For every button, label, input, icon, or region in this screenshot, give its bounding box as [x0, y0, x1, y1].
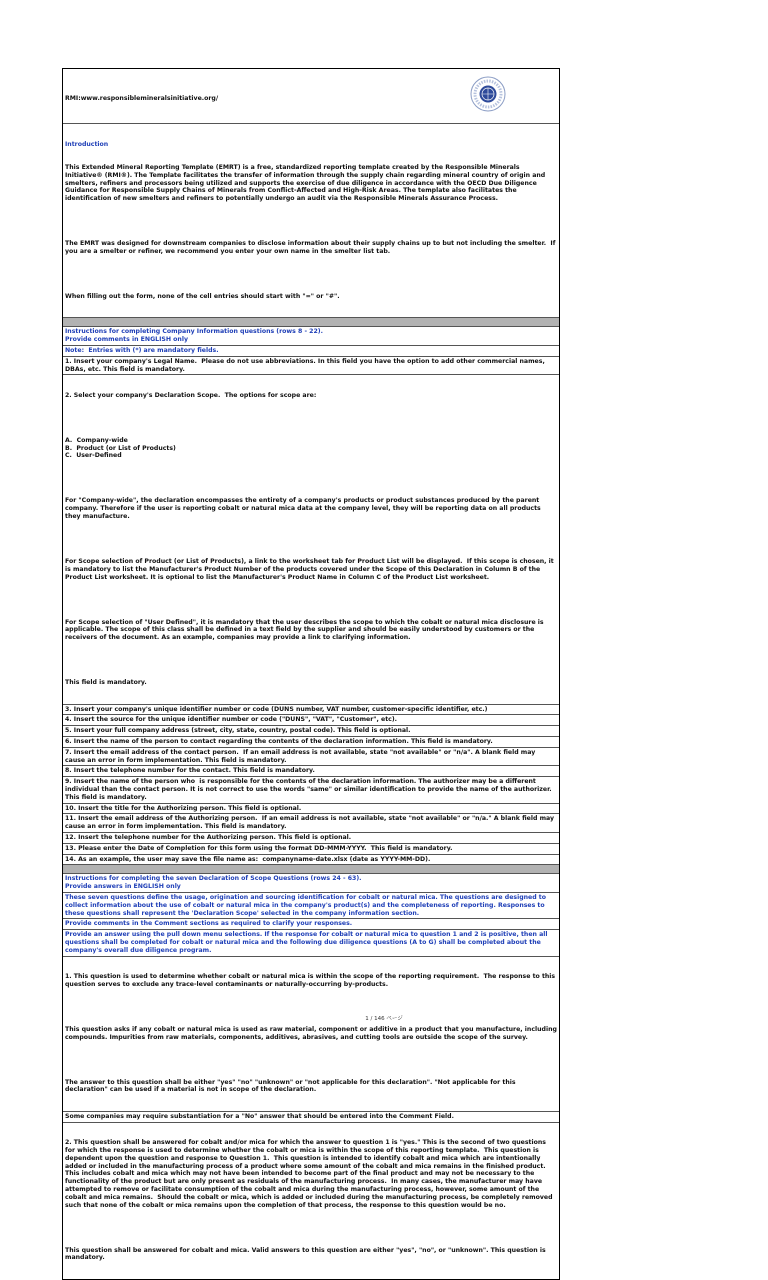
intro-title: Introduction	[65, 140, 109, 148]
scope-q2-a: 2. This question shall be answered for cobalt and/or mica for which the answer to question 1 is "yes." This is the second of two questions for which the response is used to determine whether the cobalt or mica is within the scope of this reporting template. This question is dependent upon the question and response to Question 1. This question is intended to identify cobalt and mica which are intentionally added or included in the manufacturing process of a product where some amount of the cobalt and mica remains in the finished product. This includes cobalt and mica which may not have been intended to become part of the final product and may not be necessary to the functionality of the product but are only present as residuals of the manufacturing process. In many cases, the manufacturer may have attempted to remove or facilitate consumption of the cobalt and mica during the manufacturing process, however, some amount of the cobalt and mica remains. Should the cobalt or mica, which is added or included during the manufacturing process, be completely removed such that none of the cobalt or mica remains upon the completion of that process, the response to this question would be no.	[65, 1139, 555, 1209]
company-q9: 9. Insert the name of the person who is responsible for the contents of the declaration information. The authorizer may be a different individual than the contact person. It is not correct to use the words "same" or similar identification to provide the name of the authorizer. This field is mandatory.	[63, 777, 559, 803]
company-q4: 4. Insert the source for the unique identifier number or code ("DUNS", "VAT", "Customer", etc).	[63, 715, 559, 726]
gray-divider	[63, 318, 559, 327]
company-q2-user: For Scope selection of "User Defined", it is mandatory that the user describes the scope to which the cobalt or natural mica disclosure is applicable. The scope of this class shall be defined in a text field by the supplier and should be easily understood by customers or the receivers of the document. As an example, companies may provide a link to clarifying information.	[65, 618, 546, 642]
intro-paragraph-3: When filling out the form, none of the cell entries should start with "=" or "#".	[65, 292, 340, 300]
company-q2-mandatory: This field is mandatory.	[65, 679, 147, 687]
gray-divider	[63, 865, 559, 874]
company-q11: 11. Insert the email address of the Authorizing person. If an email address is not available, state "not available" or "n/a." A blank field may cause an error in form implementation. This field is mandatory.	[63, 814, 559, 833]
company-q3: 3. Insert your company's unique identifier number or code (DUNS number, VAT number, customer-specific identifier, etc.)	[63, 705, 559, 716]
rmi-logo-icon	[470, 76, 506, 112]
scope-q2-b: This question shall be answered for cobalt and mica. Valid answers to this question are either "yes", "no", or "unknown". This question is mandatory.	[65, 1246, 548, 1262]
company-q2-intro: 2. Select your company's Declaration Scope. The options for scope are:	[65, 391, 317, 399]
rmi-url[interactable]: RMI:www.responsiblemineralsinitiative.org/	[65, 95, 219, 102]
page-footer: 1 / 146 ページ	[365, 1016, 403, 1022]
intro-section	[63, 124, 559, 318]
company-q8: 8. Insert the telephone number for the contact. This field is mandatory.	[63, 766, 559, 777]
company-q2	[63, 375, 559, 704]
company-q5: 5. Insert your full company address (street, city, state, country, postal code). This field is optional.	[63, 726, 559, 737]
company-q13: 13. Please enter the Date of Completion for this form using the format DD-MMM-YYYY. This field is mandatory.	[63, 844, 559, 855]
scope-comments-note: Provide comments in the Comment sections as required to clarify your responses.	[63, 919, 559, 930]
company-q1: 1. Insert your company's Legal Name. Please do not use abbreviations. In this field you have the option to add other commercial names, DBAs, etc. This field is mandatory.	[63, 357, 559, 376]
company-q2-options: A. Company-wide B. Product (or List of Products) C. User-Defined	[65, 436, 176, 460]
scope-q1	[63, 957, 559, 1112]
company-q10: 10. Insert the title for the Authorizing person. This field is optional.	[63, 804, 559, 815]
scope-q2	[63, 1123, 559, 1279]
header-row	[63, 69, 559, 124]
scope-q1-c: The answer to this question shall be either "yes" "no" "unknown" or "not applicable for this declaration". "Not applicable for this declaration" can be used if a material is not in scope of the declaration.	[65, 1078, 518, 1094]
scope-pulldown-note: Provide an answer using the pull down menu selections. If the response for cobalt or natural mica to question 1 and 2 is positive, then all questions shall be completed for cobalt or natural mica and the following due diligence questions (A to G) shall be completed about the company's overall due diligence program.	[63, 930, 559, 956]
scope-q1-b: This question asks if any cobalt or natural mica is used as raw material, component or additive in a product that you manufacture, including compounds. Impurities from raw materials, components, additives, abrasives, and cutting tools are outside the scope of the survey.	[65, 1025, 559, 1041]
intro-paragraph-1: This Extended Mineral Reporting Template (EMRT) is a free, standardized reporting template created by the Responsible Minerals Initiative® (RMI®). The Template facilitates the transfer of information through the supply chain regarding mineral country of origin and smelters, refiners and processors being utilized and supports the exercise of due diligence in accordance with the OECD Due Diligence Guidance for Responsible Supply Chains of Minerals from Conflict-Affected and High-Risk Areas. The template also facilitates the identification of new smelters and refiners to potentially undergo an audit via the Responsible Minerals Assurance Process.	[65, 163, 548, 203]
spreadsheet-page	[62, 68, 560, 1280]
company-q6: 6. Insert the name of the person to contact regarding the contents of the declaration information. This field is mandatory.	[63, 737, 559, 748]
intro-paragraph-2: The EMRT was designed for downstream companies to disclose information about their supply chains up to but not including the smelter. If you are a smelter or refiner, we recommend you enter your own name in the smelter list tab.	[65, 240, 558, 255]
scope-instructions-title: Instructions for completing the seven Declaration of Scope Questions (rows 24 - 63). Provide answers in ENGLISH only	[63, 874, 559, 893]
scope-intro: These seven questions define the usage, origination and sourcing identification for cobalt or natural mica. The questions are designed to collect information about the use of cobalt or natural mica in the company's product(s) and the completeness of reporting. Responses to these questions shall represent the 'Declaration Scope' selected in the company information section.	[63, 893, 559, 919]
company-q7: 7. Insert the email address of the contact person. If an email address is not available, state "not available" or "n/a". A blank field may cause an error in form implementation. This field is mandatory.	[63, 748, 559, 767]
mandatory-note: Note: Entries with (*) are mandatory fields.	[63, 346, 559, 357]
company-instructions-title: Instructions for completing Company Information questions (rows 8 - 22). Provide comments in ENGLISH only	[63, 327, 559, 346]
company-q14: 14. As an example, the user may save the file name as: companyname-date.xlsx (date as YYYY-MM-DD).	[63, 855, 559, 866]
scope-substantiation: Some companies may require substantiation for a "No" answer that should be entered into the Comment Field.	[63, 1112, 559, 1123]
company-q2-company: For "Company-wide", the declaration encompasses the entirety of a company's products or product substances produced by the parent company. Therefore if the user is reporting cobalt or natural mica data at the company level, they will be reporting data on all products they manufacture.	[65, 497, 543, 521]
company-q12: 12. Insert the telephone number for the Authorizing person. This field is optional.	[63, 833, 559, 844]
company-q2-product: For Scope selection of Product (or List of Products), a link to the worksheet tab for Product List will be displayed. If this scope is chosen, it is mandatory to list the Manufacturer's Product Number of the products covered under the Scope of this Declaration in Column B of the Product List worksheet. It is optional to list the Manufacturer's Product Name in Column C of the Product List worksheet.	[65, 558, 556, 581]
scope-q1-a: 1. This question is used to determine whether cobalt or natural mica is within the scope of the reporting requirement. The response to this question serves to exclude any trace-level contaminants or naturally-occurring by-products.	[65, 973, 558, 988]
